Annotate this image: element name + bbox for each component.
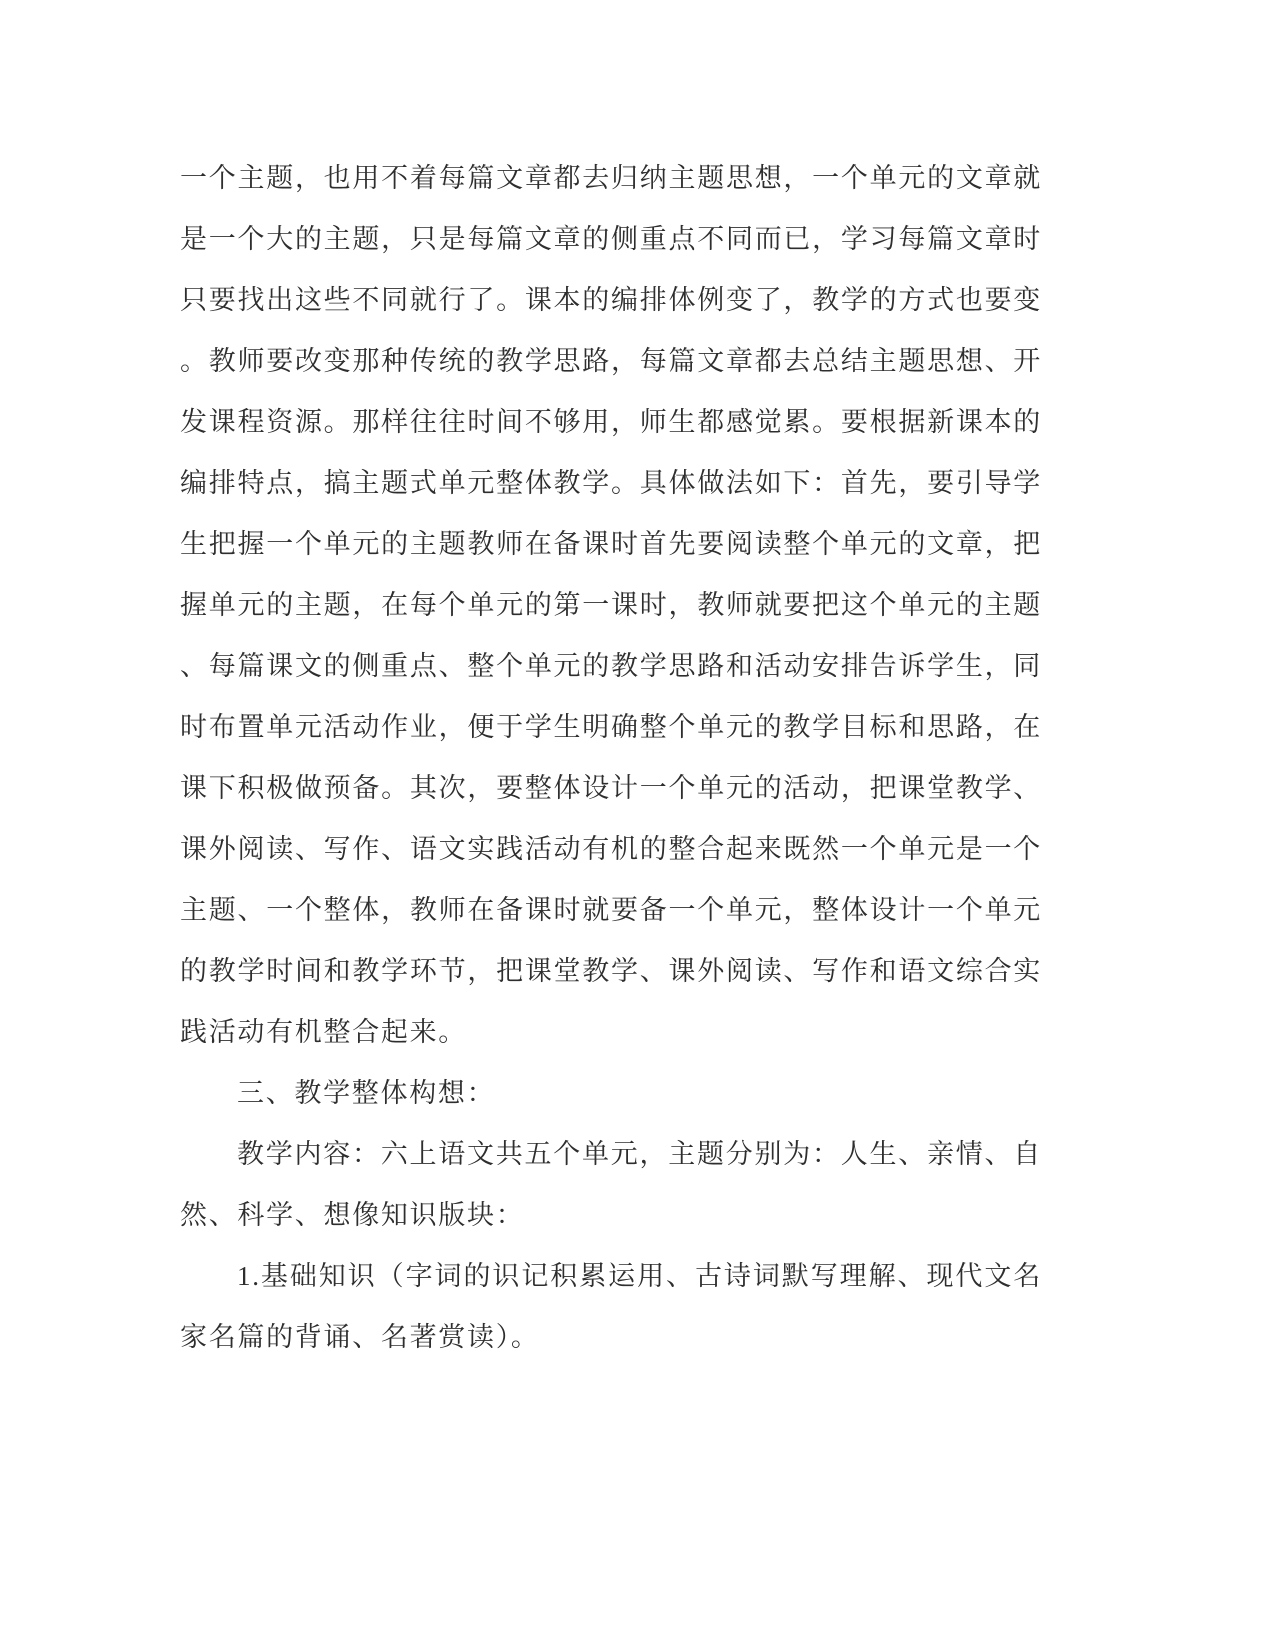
text-line: 一个主题，也用不着每篇文章都去归纳主题思想，一个单元的文章就 — [180, 163, 1042, 193]
list-item-line: 1.基础知识（字词的识记积累运用、古诗词默写理解、现代文名 — [237, 1261, 1042, 1291]
text-line: 、每篇课文的侧重点、整个单元的教学思路和活动安排告诉学生，同 — [180, 651, 1042, 681]
text-line: 教学内容：六上语文共五个单元，主题分别为：人生、亲情、自 — [237, 1139, 1042, 1169]
text-line: 。教师要改变那种传统的教学思路，每篇文章都去总结主题思想、开 — [180, 346, 1042, 376]
text-line: 只要找出这些不同就行了。课本的编排体例变了，教学的方式也要变 — [180, 285, 1042, 315]
text-line: 握单元的主题，在每个单元的第一课时，教师就要把这个单元的主题 — [180, 590, 1042, 620]
document-text-block — [180, 148, 1042, 1368]
text-line: 课下积极做预备。其次，要整体设计一个单元的活动，把课堂教学、 — [180, 773, 1042, 803]
text-line: 家名篇的背诵、名著赏读）。 — [180, 1322, 540, 1352]
text-line: 主题、一个整体，教师在备课时就要备一个单元，整体设计一个单元 — [180, 895, 1042, 925]
text-line: 生把握一个单元的主题教师在备课时首先要阅读整个单元的文章，把 — [180, 529, 1042, 559]
text-line: 然、科学、想像知识版块： — [180, 1200, 525, 1230]
section-heading-line: 三、教学整体构想： — [237, 1078, 496, 1108]
text-line: 时布置单元活动作业，便于学生明确整个单元的教学目标和思路，在 — [180, 712, 1042, 742]
text-line: 的教学时间和教学环节，把课堂教学、课外阅读、写作和语文综合实 — [180, 956, 1042, 986]
text-line: 编排特点，搞主题式单元整体教学。具体做法如下：首先，要引导学 — [180, 468, 1042, 498]
text-line: 是一个大的主题，只是每篇文章的侧重点不同而已，学习每篇文章时 — [180, 224, 1042, 254]
text-line: 践活动有机整合起来。 — [180, 1017, 467, 1047]
text-line: 发课程资源。那样往往时间不够用，师生都感觉累。要根据新课本的 — [180, 407, 1042, 437]
text-line: 课外阅读、写作、语文实践活动有机的整合起来既然一个单元是一个 — [180, 834, 1042, 864]
